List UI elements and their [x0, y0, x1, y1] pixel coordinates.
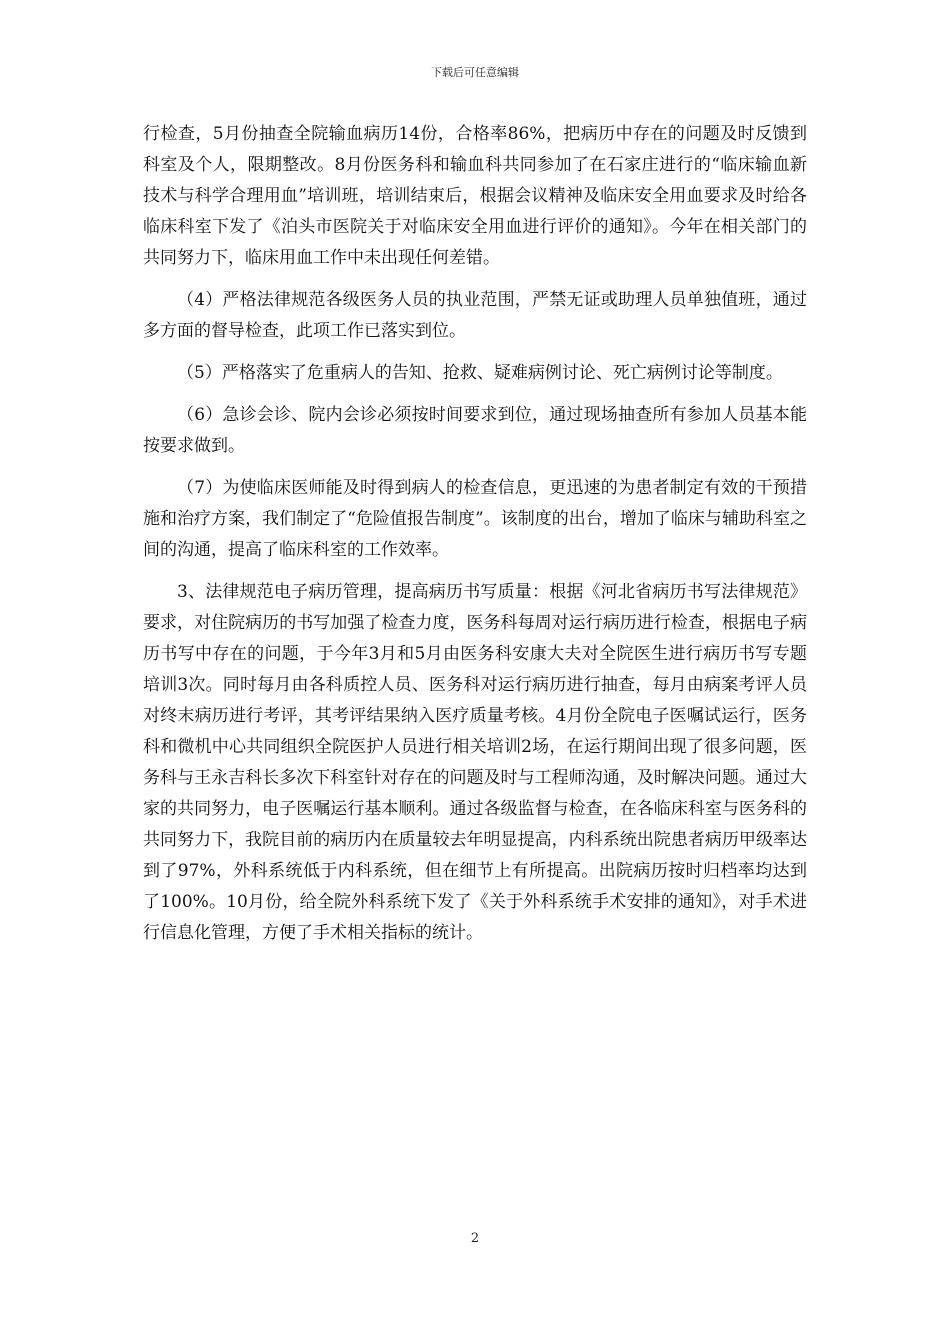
page-header: 下载后可任意编辑	[431, 66, 519, 79]
paragraph-item-4: （4）严格法律规范各级医务人员的执业范围，严禁无证或助理人员单独值班，通过多方面的督导检查，此项工作已落实到位。	[143, 290, 807, 341]
paragraph-item-7: （7）为使临床医师能及时得到病人的检查信息，更迅速的为患者制定有效的干预措施和治疗方案，我们制定了“危险值报告制度”。该制度的出台，增加了临床与辅助科室之间的沟通，提高了临床科室的工作效率。	[143, 478, 807, 560]
paragraph-section-3: 3、法律规范电子病历管理，提高病历书写质量：根据《河北省病历书写法律规范》要求，对住院病历的书写加强了检查力度，医务科每周对运行病历进行检查，根据电子病历书写中存在的问题，于今年3月和5月由医务科安康大夫对全院医生进行病历书写专题培训3次。同时每月由各科质控人员、医务科对运行病历进行抽查，每月由病案考评人员对终末病历进行考评，其考评结果纳入医疗质量考核。4月份全院电子医嘱试运行，医务科和微机中心共同组织全院医护人员进行相关培训2场，在运行期间出现了很多问题，医务科与王永吉科长多次下科室针对存在的问题及时与工程师沟通，及时解决问题。通过大家的共同努力，电子医嘱运行基本顺利。通过各级监督与检查，在各临床科室与医务科的共同努力下，我院目前的病历内在质量较去年明显提高，内科系统出院患者病历甲级率达到了97%，外科系统低于内科系统，但在细节上有所提高。出院病历按时归档率均达到了100%。10月份，给全院外科系统下发了《关于外科系统手术安排的通知》，对手术进行信息化管理，方便了手术相关指标的统计。	[143, 582, 807, 943]
document-body	[143, 119, 807, 960]
paragraph-continued: 行检查，5月份抽查全院输血病历14份，合格率86%，把病历中存在的问题及时反馈到科室及个人，限期整改。8月份医务科和输血科共同参加了在石家庄进行的“临床输血新技术与科学合理用血”培训班，培训结束后，根据会议精神及临床安全用血要求及时给各临床科室下发了《泊头市医院关于对临床安全用血进行评价的通知》。今年在相关部门的共同努力下，临床用血工作中未出现任何差错。	[143, 124, 807, 268]
paragraph-item-6: （6）急诊会诊、院内会诊必须按时间要求到位，通过现场抽查所有参加人员基本能按要求做到。	[143, 405, 807, 456]
paragraph-item-5: （5）严格落实了危重病人的告知、抢救、疑难病例讨论、死亡病例讨论等制度。	[177, 363, 783, 383]
page-number: 2	[470, 1231, 480, 1246]
